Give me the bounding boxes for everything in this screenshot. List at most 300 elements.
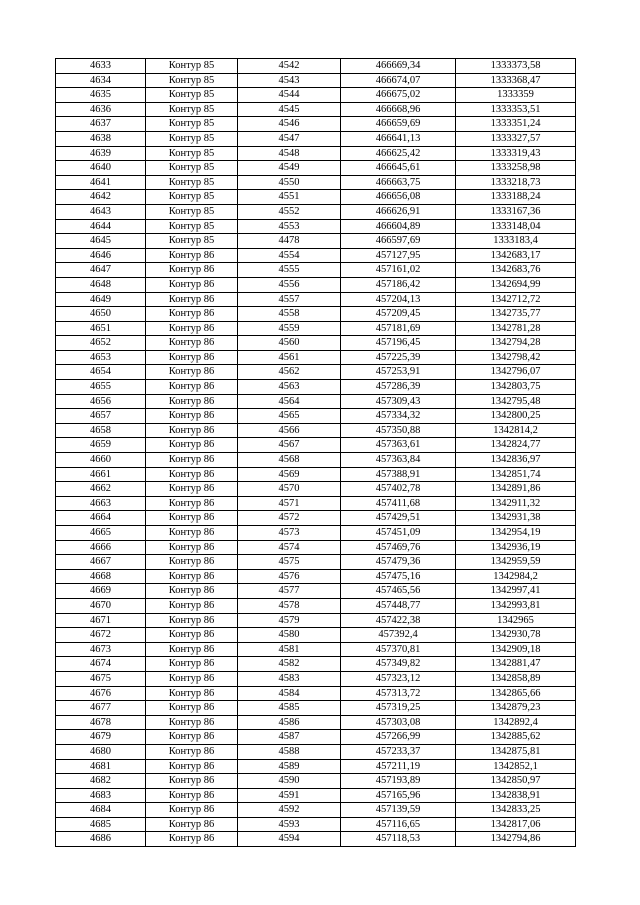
y-coordinate-cell: 1342824,77 xyxy=(456,438,576,453)
y-coordinate-cell: 1342833,25 xyxy=(456,803,576,818)
x-coordinate-cell: 457402,78 xyxy=(341,482,456,497)
table-row xyxy=(56,365,576,380)
x-coordinate-cell: 457209,45 xyxy=(341,307,456,322)
row-number-cell: 4653 xyxy=(56,350,146,365)
table-row xyxy=(56,307,576,322)
contour-name-cell: Контур 85 xyxy=(146,204,238,219)
row-number-cell: 4682 xyxy=(56,774,146,789)
y-coordinate-cell: 1333167,36 xyxy=(456,204,576,219)
x-coordinate-cell: 457465,56 xyxy=(341,584,456,599)
x-coordinate-cell: 457161,02 xyxy=(341,263,456,278)
table-row xyxy=(56,438,576,453)
y-coordinate-cell: 1342795,48 xyxy=(456,394,576,409)
row-number-cell: 4652 xyxy=(56,336,146,351)
point-number-cell: 4588 xyxy=(238,744,341,759)
y-coordinate-cell: 1342836,97 xyxy=(456,453,576,468)
point-number-cell: 4557 xyxy=(238,292,341,307)
row-number-cell: 4654 xyxy=(56,365,146,380)
table-row xyxy=(56,774,576,789)
y-coordinate-cell: 1342850,97 xyxy=(456,774,576,789)
point-number-cell: 4561 xyxy=(238,350,341,365)
table-row xyxy=(56,219,576,234)
point-number-cell: 4550 xyxy=(238,175,341,190)
y-coordinate-cell: 1342817,06 xyxy=(456,817,576,832)
y-coordinate-cell: 1342936,19 xyxy=(456,540,576,555)
contour-name-cell: Контур 86 xyxy=(146,759,238,774)
point-number-cell: 4559 xyxy=(238,321,341,336)
table-row xyxy=(56,234,576,249)
contour-name-cell: Контур 86 xyxy=(146,803,238,818)
y-coordinate-cell: 1333148,04 xyxy=(456,219,576,234)
x-coordinate-cell: 466604,89 xyxy=(341,219,456,234)
contour-name-cell: Контур 85 xyxy=(146,161,238,176)
table-row xyxy=(56,131,576,146)
contour-name-cell: Контур 86 xyxy=(146,730,238,745)
row-number-cell: 4676 xyxy=(56,686,146,701)
point-number-cell: 4543 xyxy=(238,73,341,88)
table-row xyxy=(56,482,576,497)
table-row xyxy=(56,598,576,613)
y-coordinate-cell: 1342911,32 xyxy=(456,496,576,511)
contour-name-cell: Контур 86 xyxy=(146,409,238,424)
contour-name-cell: Контур 86 xyxy=(146,263,238,278)
row-number-cell: 4647 xyxy=(56,263,146,278)
point-number-cell: 4587 xyxy=(238,730,341,745)
y-coordinate-cell: 1342694,99 xyxy=(456,277,576,292)
point-number-cell: 4586 xyxy=(238,715,341,730)
row-number-cell: 4662 xyxy=(56,482,146,497)
x-coordinate-cell: 457363,84 xyxy=(341,453,456,468)
contour-name-cell: Контур 86 xyxy=(146,350,238,365)
contour-name-cell: Контур 86 xyxy=(146,569,238,584)
row-number-cell: 4660 xyxy=(56,453,146,468)
row-number-cell: 4671 xyxy=(56,613,146,628)
table-row xyxy=(56,657,576,672)
contour-name-cell: Контур 86 xyxy=(146,832,238,847)
point-number-cell: 4552 xyxy=(238,204,341,219)
contour-name-cell: Контур 86 xyxy=(146,628,238,643)
contour-name-cell: Контур 86 xyxy=(146,467,238,482)
point-number-cell: 4573 xyxy=(238,526,341,541)
point-number-cell: 4542 xyxy=(238,59,341,74)
contour-name-cell: Контур 86 xyxy=(146,482,238,497)
y-coordinate-cell: 1342851,74 xyxy=(456,467,576,482)
point-number-cell: 4547 xyxy=(238,131,341,146)
table-row xyxy=(56,671,576,686)
table-row xyxy=(56,540,576,555)
contour-name-cell: Контур 85 xyxy=(146,146,238,161)
row-number-cell: 4646 xyxy=(56,248,146,263)
x-coordinate-cell: 466669,34 xyxy=(341,59,456,74)
row-number-cell: 4675 xyxy=(56,671,146,686)
contour-name-cell: Контур 85 xyxy=(146,88,238,103)
x-coordinate-cell: 457118,53 xyxy=(341,832,456,847)
table-row xyxy=(56,832,576,847)
row-number-cell: 4670 xyxy=(56,598,146,613)
x-coordinate-cell: 457475,16 xyxy=(341,569,456,584)
table-row xyxy=(56,190,576,205)
y-coordinate-cell: 1333373,58 xyxy=(456,59,576,74)
contour-name-cell: Контур 85 xyxy=(146,234,238,249)
contour-name-cell: Контур 86 xyxy=(146,774,238,789)
x-coordinate-cell: 466663,75 xyxy=(341,175,456,190)
row-number-cell: 4648 xyxy=(56,277,146,292)
point-number-cell: 4594 xyxy=(238,832,341,847)
x-coordinate-cell: 457429,51 xyxy=(341,511,456,526)
y-coordinate-cell: 1342865,66 xyxy=(456,686,576,701)
x-coordinate-cell: 457233,37 xyxy=(341,744,456,759)
table-row xyxy=(56,730,576,745)
table-row xyxy=(56,161,576,176)
point-number-cell: 4562 xyxy=(238,365,341,380)
y-coordinate-cell: 1333258,98 xyxy=(456,161,576,176)
y-coordinate-cell: 1342794,86 xyxy=(456,832,576,847)
y-coordinate-cell: 1342781,28 xyxy=(456,321,576,336)
contour-name-cell: Контур 86 xyxy=(146,248,238,263)
x-coordinate-cell: 457334,32 xyxy=(341,409,456,424)
row-number-cell: 4638 xyxy=(56,131,146,146)
contour-name-cell: Контур 86 xyxy=(146,584,238,599)
row-number-cell: 4650 xyxy=(56,307,146,322)
row-number-cell: 4637 xyxy=(56,117,146,132)
point-number-cell: 4548 xyxy=(238,146,341,161)
x-coordinate-cell: 457479,36 xyxy=(341,555,456,570)
x-coordinate-cell: 466656,08 xyxy=(341,190,456,205)
row-number-cell: 4634 xyxy=(56,73,146,88)
y-coordinate-cell: 1342965 xyxy=(456,613,576,628)
contour-name-cell: Контур 86 xyxy=(146,511,238,526)
y-coordinate-cell: 1333351,24 xyxy=(456,117,576,132)
point-number-cell: 4558 xyxy=(238,307,341,322)
table-row xyxy=(56,511,576,526)
y-coordinate-cell: 1342735,77 xyxy=(456,307,576,322)
x-coordinate-cell: 466668,96 xyxy=(341,102,456,117)
contour-name-cell: Контур 85 xyxy=(146,59,238,74)
contour-name-cell: Контур 86 xyxy=(146,496,238,511)
row-number-cell: 4640 xyxy=(56,161,146,176)
table-row xyxy=(56,628,576,643)
point-number-cell: 4478 xyxy=(238,234,341,249)
row-number-cell: 4635 xyxy=(56,88,146,103)
x-coordinate-cell: 466626,91 xyxy=(341,204,456,219)
row-number-cell: 4656 xyxy=(56,394,146,409)
point-number-cell: 4574 xyxy=(238,540,341,555)
x-coordinate-cell: 457323,12 xyxy=(341,671,456,686)
contour-name-cell: Контур 86 xyxy=(146,453,238,468)
y-coordinate-cell: 1342794,28 xyxy=(456,336,576,351)
point-number-cell: 4583 xyxy=(238,671,341,686)
x-coordinate-cell: 466625,42 xyxy=(341,146,456,161)
y-coordinate-cell: 1342993,81 xyxy=(456,598,576,613)
point-number-cell: 4546 xyxy=(238,117,341,132)
x-coordinate-cell: 457253,91 xyxy=(341,365,456,380)
contour-name-cell: Контур 85 xyxy=(146,175,238,190)
point-number-cell: 4590 xyxy=(238,774,341,789)
point-number-cell: 4585 xyxy=(238,701,341,716)
x-coordinate-cell: 457225,39 xyxy=(341,350,456,365)
table-row xyxy=(56,248,576,263)
contour-name-cell: Контур 85 xyxy=(146,117,238,132)
contour-name-cell: Контур 86 xyxy=(146,657,238,672)
table-row xyxy=(56,336,576,351)
contour-name-cell: Контур 86 xyxy=(146,642,238,657)
contour-name-cell: Контур 86 xyxy=(146,613,238,628)
table-row xyxy=(56,555,576,570)
contour-name-cell: Контур 86 xyxy=(146,788,238,803)
point-number-cell: 4551 xyxy=(238,190,341,205)
x-coordinate-cell: 457139,59 xyxy=(341,803,456,818)
y-coordinate-cell: 1342712,72 xyxy=(456,292,576,307)
x-coordinate-cell: 457309,43 xyxy=(341,394,456,409)
contour-name-cell: Контур 86 xyxy=(146,336,238,351)
row-number-cell: 4667 xyxy=(56,555,146,570)
table-row xyxy=(56,204,576,219)
contour-name-cell: Контур 86 xyxy=(146,277,238,292)
x-coordinate-cell: 457313,72 xyxy=(341,686,456,701)
x-coordinate-cell: 457349,82 xyxy=(341,657,456,672)
row-number-cell: 4633 xyxy=(56,59,146,74)
table-row xyxy=(56,453,576,468)
x-coordinate-cell: 457127,95 xyxy=(341,248,456,263)
point-number-cell: 4577 xyxy=(238,584,341,599)
point-number-cell: 4582 xyxy=(238,657,341,672)
coordinates-table-container xyxy=(55,58,576,847)
y-coordinate-cell: 1342683,76 xyxy=(456,263,576,278)
y-coordinate-cell: 1342984,2 xyxy=(456,569,576,584)
x-coordinate-cell: 457363,61 xyxy=(341,438,456,453)
row-number-cell: 4663 xyxy=(56,496,146,511)
table-row xyxy=(56,292,576,307)
x-coordinate-cell: 457388,91 xyxy=(341,467,456,482)
y-coordinate-cell: 1342798,42 xyxy=(456,350,576,365)
contour-name-cell: Контур 86 xyxy=(146,555,238,570)
point-number-cell: 4555 xyxy=(238,263,341,278)
row-number-cell: 4642 xyxy=(56,190,146,205)
row-number-cell: 4641 xyxy=(56,175,146,190)
point-number-cell: 4565 xyxy=(238,409,341,424)
contour-name-cell: Контур 85 xyxy=(146,131,238,146)
table-body xyxy=(56,59,576,847)
point-number-cell: 4592 xyxy=(238,803,341,818)
y-coordinate-cell: 1342852,1 xyxy=(456,759,576,774)
y-coordinate-cell: 1333353,51 xyxy=(456,102,576,117)
table-row xyxy=(56,788,576,803)
x-coordinate-cell: 457181,69 xyxy=(341,321,456,336)
y-coordinate-cell: 1342931,38 xyxy=(456,511,576,526)
x-coordinate-cell: 457204,13 xyxy=(341,292,456,307)
row-number-cell: 4684 xyxy=(56,803,146,818)
table-row xyxy=(56,701,576,716)
point-number-cell: 4589 xyxy=(238,759,341,774)
y-coordinate-cell: 1342875,81 xyxy=(456,744,576,759)
y-coordinate-cell: 1333218,73 xyxy=(456,175,576,190)
row-number-cell: 4685 xyxy=(56,817,146,832)
table-row xyxy=(56,467,576,482)
x-coordinate-cell: 457469,76 xyxy=(341,540,456,555)
table-row xyxy=(56,817,576,832)
row-number-cell: 4673 xyxy=(56,642,146,657)
y-coordinate-cell: 1342683,17 xyxy=(456,248,576,263)
y-coordinate-cell: 1342881,47 xyxy=(456,657,576,672)
contour-name-cell: Контур 86 xyxy=(146,715,238,730)
x-coordinate-cell: 457303,08 xyxy=(341,715,456,730)
point-number-cell: 4580 xyxy=(238,628,341,643)
point-number-cell: 4593 xyxy=(238,817,341,832)
y-coordinate-cell: 1342930,78 xyxy=(456,628,576,643)
x-coordinate-cell: 457165,96 xyxy=(341,788,456,803)
point-number-cell: 4568 xyxy=(238,453,341,468)
contour-name-cell: Контур 86 xyxy=(146,526,238,541)
table-row xyxy=(56,146,576,161)
point-number-cell: 4569 xyxy=(238,467,341,482)
point-number-cell: 4564 xyxy=(238,394,341,409)
row-number-cell: 4686 xyxy=(56,832,146,847)
row-number-cell: 4649 xyxy=(56,292,146,307)
point-number-cell: 4560 xyxy=(238,336,341,351)
contour-name-cell: Контур 86 xyxy=(146,671,238,686)
point-number-cell: 4549 xyxy=(238,161,341,176)
table-row xyxy=(56,277,576,292)
x-coordinate-cell: 457370,81 xyxy=(341,642,456,657)
y-coordinate-cell: 1333188,24 xyxy=(456,190,576,205)
row-number-cell: 4669 xyxy=(56,584,146,599)
x-coordinate-cell: 457186,42 xyxy=(341,277,456,292)
row-number-cell: 4657 xyxy=(56,409,146,424)
point-number-cell: 4563 xyxy=(238,380,341,395)
table-row xyxy=(56,744,576,759)
table-row xyxy=(56,117,576,132)
y-coordinate-cell: 1342814,2 xyxy=(456,423,576,438)
y-coordinate-cell: 1342892,4 xyxy=(456,715,576,730)
coordinates-table xyxy=(55,58,576,847)
point-number-cell: 4545 xyxy=(238,102,341,117)
y-coordinate-cell: 1333368,47 xyxy=(456,73,576,88)
table-row xyxy=(56,642,576,657)
row-number-cell: 4636 xyxy=(56,102,146,117)
table-row xyxy=(56,569,576,584)
point-number-cell: 4579 xyxy=(238,613,341,628)
row-number-cell: 4651 xyxy=(56,321,146,336)
table-row xyxy=(56,584,576,599)
row-number-cell: 4680 xyxy=(56,744,146,759)
row-number-cell: 4655 xyxy=(56,380,146,395)
row-number-cell: 4658 xyxy=(56,423,146,438)
y-coordinate-cell: 1333319,43 xyxy=(456,146,576,161)
contour-name-cell: Контур 86 xyxy=(146,307,238,322)
y-coordinate-cell: 1342954,19 xyxy=(456,526,576,541)
point-number-cell: 4554 xyxy=(238,248,341,263)
x-coordinate-cell: 457196,45 xyxy=(341,336,456,351)
table-row xyxy=(56,102,576,117)
contour-name-cell: Контур 85 xyxy=(146,73,238,88)
row-number-cell: 4683 xyxy=(56,788,146,803)
contour-name-cell: Контур 85 xyxy=(146,219,238,234)
table-row xyxy=(56,496,576,511)
y-coordinate-cell: 1342885,62 xyxy=(456,730,576,745)
x-coordinate-cell: 457411,68 xyxy=(341,496,456,511)
contour-name-cell: Контур 86 xyxy=(146,292,238,307)
x-coordinate-cell: 466674,07 xyxy=(341,73,456,88)
x-coordinate-cell: 457211,19 xyxy=(341,759,456,774)
contour-name-cell: Контур 86 xyxy=(146,686,238,701)
x-coordinate-cell: 466659,69 xyxy=(341,117,456,132)
row-number-cell: 4664 xyxy=(56,511,146,526)
contour-name-cell: Контур 85 xyxy=(146,102,238,117)
point-number-cell: 4576 xyxy=(238,569,341,584)
row-number-cell: 4644 xyxy=(56,219,146,234)
y-coordinate-cell: 1342796,07 xyxy=(456,365,576,380)
table-row xyxy=(56,803,576,818)
x-coordinate-cell: 466597,69 xyxy=(341,234,456,249)
row-number-cell: 4643 xyxy=(56,204,146,219)
x-coordinate-cell: 466641,13 xyxy=(341,131,456,146)
table-row xyxy=(56,88,576,103)
table-row xyxy=(56,409,576,424)
x-coordinate-cell: 457319,25 xyxy=(341,701,456,716)
point-number-cell: 4581 xyxy=(238,642,341,657)
table-row xyxy=(56,350,576,365)
table-row xyxy=(56,175,576,190)
y-coordinate-cell: 1333183,4 xyxy=(456,234,576,249)
y-coordinate-cell: 1333359 xyxy=(456,88,576,103)
table-row xyxy=(56,715,576,730)
row-number-cell: 4674 xyxy=(56,657,146,672)
contour-name-cell: Контур 86 xyxy=(146,365,238,380)
table-row xyxy=(56,73,576,88)
x-coordinate-cell: 457266,99 xyxy=(341,730,456,745)
row-number-cell: 4678 xyxy=(56,715,146,730)
point-number-cell: 4591 xyxy=(238,788,341,803)
x-coordinate-cell: 457448,77 xyxy=(341,598,456,613)
row-number-cell: 4668 xyxy=(56,569,146,584)
contour-name-cell: Контур 86 xyxy=(146,744,238,759)
table-row xyxy=(56,321,576,336)
row-number-cell: 4677 xyxy=(56,701,146,716)
y-coordinate-cell: 1342879,23 xyxy=(456,701,576,716)
point-number-cell: 4566 xyxy=(238,423,341,438)
point-number-cell: 4572 xyxy=(238,511,341,526)
row-number-cell: 4679 xyxy=(56,730,146,745)
point-number-cell: 4570 xyxy=(238,482,341,497)
row-number-cell: 4661 xyxy=(56,467,146,482)
x-coordinate-cell: 457350,88 xyxy=(341,423,456,438)
table-row xyxy=(56,394,576,409)
contour-name-cell: Контур 86 xyxy=(146,817,238,832)
y-coordinate-cell: 1342858,89 xyxy=(456,671,576,686)
x-coordinate-cell: 457422,38 xyxy=(341,613,456,628)
contour-name-cell: Контур 86 xyxy=(146,380,238,395)
x-coordinate-cell: 457286,39 xyxy=(341,380,456,395)
table-row xyxy=(56,263,576,278)
table-row xyxy=(56,423,576,438)
y-coordinate-cell: 1342959,59 xyxy=(456,555,576,570)
x-coordinate-cell: 466675,02 xyxy=(341,88,456,103)
row-number-cell: 4659 xyxy=(56,438,146,453)
contour-name-cell: Контур 86 xyxy=(146,423,238,438)
y-coordinate-cell: 1342803,75 xyxy=(456,380,576,395)
point-number-cell: 4556 xyxy=(238,277,341,292)
point-number-cell: 4571 xyxy=(238,496,341,511)
table-row xyxy=(56,526,576,541)
contour-name-cell: Контур 86 xyxy=(146,438,238,453)
row-number-cell: 4645 xyxy=(56,234,146,249)
y-coordinate-cell: 1333327,57 xyxy=(456,131,576,146)
row-number-cell: 4666 xyxy=(56,540,146,555)
point-number-cell: 4567 xyxy=(238,438,341,453)
point-number-cell: 4584 xyxy=(238,686,341,701)
row-number-cell: 4639 xyxy=(56,146,146,161)
x-coordinate-cell: 457116,65 xyxy=(341,817,456,832)
